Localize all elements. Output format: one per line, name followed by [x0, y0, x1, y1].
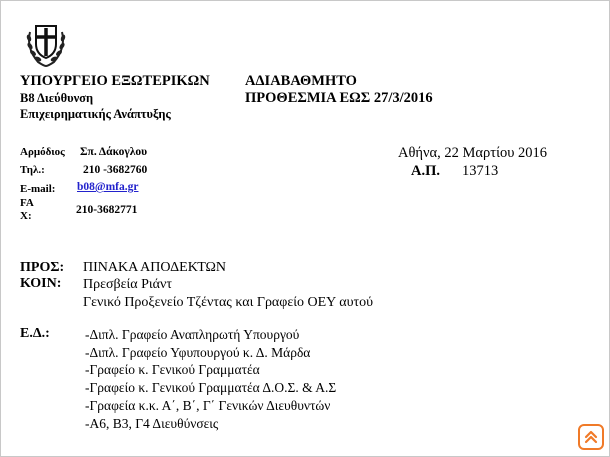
- fax-label-line1: FA: [20, 197, 34, 209]
- directorate-name: Β8 Διεύθυνση: [20, 91, 94, 105]
- ministry-header: [20, 73, 210, 122]
- directorate-subtitle: Επιχειρηματικής Ανάπτυξης: [20, 107, 171, 121]
- fax-label-line2: X:: [20, 210, 32, 222]
- protocol-number: 13713: [462, 163, 499, 179]
- greek-coat-of-arms-icon: [24, 20, 68, 68]
- internal-label: Ε.Δ.:: [20, 326, 50, 341]
- ministry-name: ΥΠΟΥΡΓΕΙΟ ΕΞΩΤΕΡΙΚΩΝ: [20, 73, 210, 89]
- fax-label: [20, 197, 34, 223]
- cc-label: ΚΟΙΝ:: [20, 276, 62, 291]
- responsible-label: Αρμόδιος: [20, 146, 65, 158]
- to-label: ΠΡΟΣ:: [20, 260, 65, 275]
- email-label: E-mail:: [20, 183, 56, 195]
- deadline-label: ΠΡΟΘΕΣΜΙΑ ΕΩΣ 27/3/2016: [245, 90, 433, 106]
- cc-item: Γενικό Προξενείο Τζέντας και Γραφείο ΟΕΥ αυτού: [83, 295, 374, 310]
- internal-list: [85, 326, 336, 432]
- internal-item: -Γραφεία κ.κ. Α΄, Β΄, Γ΄ Γενικών Διευθυντών: [85, 397, 331, 413]
- cc-item: Πρεσβεία Ριάντ: [83, 277, 172, 292]
- cc-list: [83, 276, 373, 312]
- email-link[interactable]: b08@mfa.gr: [77, 181, 139, 193]
- internal-item: -Α6, Β3, Γ4 Διευθύνσεις: [85, 415, 219, 431]
- internal-item: -Διπλ. Γραφείο Υφυπουργού κ. Δ. Μάρδα: [85, 344, 311, 360]
- responsible-value: Σπ. Δάκογλου: [80, 146, 148, 158]
- to-value: ΠΙΝΑΚΑ ΑΠΟΔΕΚΤΩΝ: [83, 260, 227, 275]
- internal-item: -Διπλ. Γραφείο Αναπληρωτή Υπουργού: [85, 327, 300, 342]
- classification-block: [245, 73, 433, 107]
- site-logo-icon[interactable]: [578, 424, 604, 450]
- protocol-label: Α.Π.: [411, 163, 440, 179]
- phone-value: 210 -3682760: [83, 164, 148, 176]
- fax-value: 210-3682771: [76, 204, 138, 216]
- place-date: Αθήνα, 22 Μαρτίου 2016: [398, 145, 548, 161]
- phone-label: Τηλ.:: [20, 164, 45, 176]
- internal-item: -Γραφείο κ. Γενικού Γραμματέα: [85, 362, 260, 378]
- internal-item: -Γραφείο κ. Γενικού Γραμματέα Δ.Ο.Σ. & Α.Σ: [85, 380, 337, 396]
- classification-label: ΑΔΙΑΒΑΘΜΗΤΟ: [245, 73, 357, 89]
